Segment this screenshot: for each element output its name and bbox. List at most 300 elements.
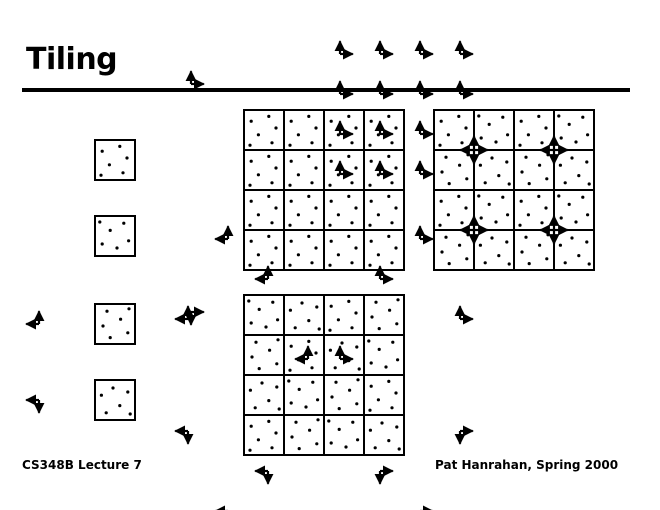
grid-tile [554, 150, 594, 190]
sample-dot [518, 144, 521, 147]
sample-dot [396, 298, 399, 301]
sample-dot [440, 250, 443, 253]
sample-dot [354, 206, 357, 209]
sample-dot [577, 174, 580, 177]
grid-tile [434, 110, 474, 150]
sample-dot [307, 340, 310, 343]
sample-dot [258, 308, 261, 311]
sample-dot [544, 126, 547, 129]
grid-tile [554, 230, 594, 270]
sample-dot [289, 309, 292, 312]
sample-dot [497, 174, 500, 177]
sample-dot [574, 220, 577, 223]
sample-dot [505, 240, 508, 243]
sample-dot [524, 156, 527, 159]
sample-dot [520, 120, 523, 123]
sample-dot [378, 327, 381, 330]
sample-dot [257, 133, 260, 136]
sample-dot [369, 429, 372, 432]
sample-dot [347, 300, 350, 303]
sample-dot [297, 253, 300, 256]
sample-dot [344, 445, 347, 448]
sample-dot [370, 361, 373, 364]
sample-dot [307, 115, 310, 118]
sample-dot [257, 438, 260, 441]
grid-tile [514, 190, 554, 230]
sample-dot [127, 239, 130, 242]
grid-tile [554, 110, 594, 150]
grid-tile [434, 230, 474, 270]
sample-dot [356, 378, 359, 381]
sample-dot [358, 367, 361, 370]
sample-dot [378, 348, 381, 351]
sample-dot [258, 367, 261, 370]
sample-dot [267, 235, 270, 238]
sample-dot [464, 206, 467, 209]
sample-dot [298, 447, 301, 450]
sample-dot [387, 439, 390, 442]
sample-dot [122, 222, 125, 225]
sample-dot [315, 442, 318, 445]
sample-dot [248, 144, 251, 147]
sample-dot [350, 221, 353, 224]
sample-dot [109, 336, 112, 339]
sample-dot [330, 441, 333, 444]
sample-dot [350, 326, 353, 329]
sample-dot [254, 406, 257, 409]
sample-dot [490, 156, 493, 159]
sample-dot [99, 174, 102, 177]
sample-dot [528, 262, 531, 265]
sample-dot [347, 155, 350, 158]
sample-dot [276, 338, 279, 341]
sample-dot [537, 195, 540, 198]
sample-dot [394, 206, 397, 209]
sample-dot [105, 411, 108, 414]
sample-dot [337, 318, 340, 321]
sample-dot [395, 425, 398, 428]
sample-dot [127, 307, 130, 310]
sample-dot [438, 224, 441, 227]
sample-dot [394, 391, 397, 394]
sample-dot [247, 299, 250, 302]
sample-dot [370, 385, 373, 388]
sample-dot [271, 301, 274, 304]
sample-dot [354, 311, 357, 314]
sample-dot [118, 145, 121, 148]
sample-dot [274, 246, 277, 249]
sample-dot [387, 235, 390, 238]
sample-dot [384, 365, 387, 368]
grid-tile [514, 110, 554, 150]
sample-dot [568, 203, 571, 206]
sample-dot [484, 181, 487, 184]
sample-dot [497, 254, 500, 257]
sample-dot [568, 123, 571, 126]
sample-dot [287, 379, 290, 382]
sample-dot [248, 449, 251, 452]
sample-dot [570, 236, 573, 239]
sample-dot [394, 246, 397, 249]
sample-dot [308, 429, 311, 432]
sample-dot [275, 362, 278, 365]
sample-dot [457, 115, 460, 118]
footer-course: CS348B Lecture 7 [22, 458, 142, 472]
sample-dot [350, 181, 353, 184]
sample-dot [248, 184, 251, 187]
sample-dot [297, 173, 300, 176]
sample-dot [257, 253, 260, 256]
sample-dot [560, 216, 563, 219]
sample-dot [250, 240, 253, 243]
sample-dot [387, 115, 390, 118]
sample-dot [540, 141, 543, 144]
sample-dot [257, 213, 260, 216]
sample-dot [298, 388, 301, 391]
sample-dot [370, 315, 373, 318]
sample-dot [250, 200, 253, 203]
sample-dot [129, 412, 132, 415]
sample-dot [370, 160, 373, 163]
sample-dot [370, 200, 373, 203]
sample-dot [488, 203, 491, 206]
sample-dot [380, 421, 383, 424]
sample-dot [490, 236, 493, 239]
sample-dot [585, 160, 588, 163]
sample-dot [300, 301, 303, 304]
sample-dot [330, 395, 333, 398]
sample-dot [290, 435, 293, 438]
sample-dot [307, 155, 310, 158]
sample-dot [479, 244, 482, 247]
sample-dot [288, 144, 291, 147]
sample-dot [484, 261, 487, 264]
sample-dot [494, 140, 497, 143]
sample-dot [340, 341, 343, 344]
sample-dot [337, 253, 340, 256]
sample-dot [464, 126, 467, 129]
sample-dot [250, 355, 253, 358]
sample-dot [348, 389, 351, 392]
sample-dot [559, 244, 562, 247]
sample-dot [337, 213, 340, 216]
sample-dot [108, 163, 111, 166]
sample-dot [328, 264, 331, 267]
sample-dot [545, 177, 548, 180]
sample-dot [310, 261, 313, 264]
sample-dot [315, 305, 318, 308]
sample-dot [586, 133, 589, 136]
sample-dot [465, 177, 468, 180]
sample-dot [98, 220, 101, 223]
sample-dot [390, 181, 393, 184]
sample-dot [465, 257, 468, 260]
sample-dot [528, 182, 531, 185]
sample-dot [350, 261, 353, 264]
sample-dot [334, 381, 337, 384]
sample-dot [396, 358, 399, 361]
sample-dot [347, 115, 350, 118]
sample-dot [316, 398, 319, 401]
sample-dot [387, 380, 390, 383]
sample-dot [307, 235, 310, 238]
sample-dot [270, 141, 273, 144]
sample-dot [314, 246, 317, 249]
sample-dot [448, 182, 451, 185]
sample-dot [537, 115, 540, 118]
grid-tile [474, 110, 514, 150]
sample-dot [506, 133, 509, 136]
sample-dot [394, 126, 397, 129]
single-tile-orientations [26, 71, 204, 420]
sample-dot [390, 406, 393, 409]
sample-dot [544, 206, 547, 209]
sample-dot [520, 170, 523, 173]
sample-dot [307, 319, 310, 322]
grid-mirrored-tiling [434, 110, 594, 270]
sample-dot [368, 264, 371, 267]
sample-dot [351, 421, 354, 424]
sample-dot [447, 213, 450, 216]
sample-dot [564, 181, 567, 184]
sample-dot [328, 329, 331, 332]
sample-dot [368, 144, 371, 147]
sample-dot [101, 324, 104, 327]
sample-dot [355, 402, 358, 405]
sample-dot [267, 399, 270, 402]
sample-dot [288, 264, 291, 267]
sample-dot [126, 390, 129, 393]
sample-dot [508, 182, 511, 185]
sample-dot [101, 150, 104, 153]
sample-dot [334, 366, 337, 369]
sample-dot [248, 264, 251, 267]
sample-dot [274, 206, 277, 209]
sample-dot [501, 196, 504, 199]
sample-dot [447, 133, 450, 136]
sample-dot [505, 160, 508, 163]
sample-dot [581, 116, 584, 119]
sample-dot [391, 341, 394, 344]
sample-dot [270, 181, 273, 184]
sample-dot [330, 240, 333, 243]
sample-dot [314, 126, 317, 129]
sample-dot [560, 136, 563, 139]
sample-dot [267, 115, 270, 118]
slide-title: Tiling [26, 42, 118, 77]
sample-dot [330, 305, 333, 308]
sample-dot [310, 221, 313, 224]
sample-dot [440, 200, 443, 203]
sample-dot [254, 341, 257, 344]
sample-dot [347, 235, 350, 238]
sample-dot [577, 254, 580, 257]
sample-dot [524, 236, 527, 239]
sample-dot [119, 318, 122, 321]
sample-dot [290, 200, 293, 203]
sample-dot [557, 194, 560, 197]
sample-dot [557, 114, 560, 117]
sample-dot [316, 418, 319, 421]
sample-dot [115, 246, 118, 249]
sample-dot [250, 120, 253, 123]
sample-dot [545, 257, 548, 260]
sample-dot [444, 236, 447, 239]
sample-dot [330, 200, 333, 203]
sample-dot [250, 425, 253, 428]
sample-dot [494, 220, 497, 223]
sample-dot [488, 123, 491, 126]
sample-dot [448, 262, 451, 265]
sample-dot [480, 136, 483, 139]
sample-dot [546, 153, 549, 156]
sample-dot [479, 164, 482, 167]
sample-dot [460, 141, 463, 144]
sample-dot [477, 194, 480, 197]
sample-dot [440, 170, 443, 173]
sample-dot [338, 428, 341, 431]
sample-dot [314, 206, 317, 209]
tile-rotation-0 [95, 71, 204, 180]
sample-dot [274, 166, 277, 169]
sample-dot [387, 195, 390, 198]
sample-dot [338, 407, 341, 410]
sample-dot [538, 244, 541, 247]
sample-dot [387, 155, 390, 158]
sample-dot [294, 326, 297, 329]
sample-dot [314, 351, 317, 354]
sample-dot [330, 120, 333, 123]
sample-dot [278, 407, 281, 410]
grid-tile [474, 150, 514, 190]
sample-dot [290, 160, 293, 163]
sample-dot [458, 164, 461, 167]
grid-tile [434, 150, 474, 190]
sample-dot [327, 419, 330, 422]
sample-dot [508, 262, 511, 265]
sample-dot [377, 253, 380, 256]
sample-dot [310, 181, 313, 184]
sample-dot [290, 240, 293, 243]
sample-dot [367, 339, 370, 342]
sample-dot [311, 381, 314, 384]
sample-dot [368, 184, 371, 187]
sample-dot [377, 398, 380, 401]
sample-dot [581, 196, 584, 199]
sample-dot [257, 173, 260, 176]
sample-dot [395, 322, 398, 325]
sample-dot [294, 421, 297, 424]
grid-tile [434, 190, 474, 230]
sample-dot [520, 200, 523, 203]
sample-dot [374, 301, 377, 304]
sample-dot [390, 221, 393, 224]
grid-tile [514, 230, 554, 270]
sample-dot [100, 394, 103, 397]
sample-dot [267, 155, 270, 158]
sample-dot [574, 140, 577, 143]
sample-dot [370, 240, 373, 243]
sample-dot [354, 246, 357, 249]
sample-dot [328, 184, 331, 187]
sample-dot [264, 325, 267, 328]
sample-dot [347, 195, 350, 198]
sample-dot [444, 156, 447, 159]
sample-dot [350, 141, 353, 144]
sample-dot [260, 381, 263, 384]
sample-dot [109, 229, 112, 232]
sample-dot [440, 120, 443, 123]
sample-dot [354, 126, 357, 129]
sample-dot [105, 310, 108, 313]
sample-dot [368, 409, 371, 412]
sample-dot [310, 141, 313, 144]
sample-dot [290, 401, 293, 404]
sample-dot [390, 141, 393, 144]
sample-dot [101, 242, 104, 245]
sample-dot [297, 213, 300, 216]
sample-dot [377, 213, 380, 216]
sample-dot [125, 156, 128, 159]
sample-dot [586, 213, 589, 216]
sample-dot [248, 224, 251, 227]
sample-dot [368, 224, 371, 227]
sample-dot [438, 144, 441, 147]
sample-dot [314, 166, 317, 169]
sample-dot [270, 221, 273, 224]
sample-dot [297, 133, 300, 136]
sample-dot [330, 160, 333, 163]
sample-dot [275, 385, 278, 388]
sample-dot [458, 244, 461, 247]
sample-dot [267, 195, 270, 198]
sample-dot [318, 327, 321, 330]
sample-dot [288, 224, 291, 227]
sample-dot [538, 164, 541, 167]
sample-dot [304, 405, 307, 408]
sample-dot [477, 114, 480, 117]
sample-dot [290, 345, 293, 348]
sample-dot [329, 349, 332, 352]
sample-dot [250, 321, 253, 324]
sample-dot [355, 345, 358, 348]
sample-dot [540, 221, 543, 224]
sample-dot [288, 184, 291, 187]
sample-dot [460, 221, 463, 224]
sample-dot [564, 261, 567, 264]
sample-dot [328, 224, 331, 227]
sample-dot [457, 195, 460, 198]
sample-dot [588, 182, 591, 185]
sample-dot [394, 166, 397, 169]
grid-tile [514, 150, 554, 190]
sample-dot [466, 153, 469, 156]
sample-dot [546, 233, 549, 236]
sample-dot [559, 164, 562, 167]
sample-dot [270, 261, 273, 264]
sample-dot [111, 386, 114, 389]
sample-dot [520, 250, 523, 253]
sample-dot [527, 213, 530, 216]
sample-dot [126, 331, 129, 334]
sample-dot [374, 446, 377, 449]
sample-dot [585, 240, 588, 243]
sample-dot [480, 216, 483, 219]
sample-dot [570, 156, 573, 159]
sample-dot [506, 213, 509, 216]
sample-dot [268, 349, 271, 352]
sample-dot [354, 166, 357, 169]
